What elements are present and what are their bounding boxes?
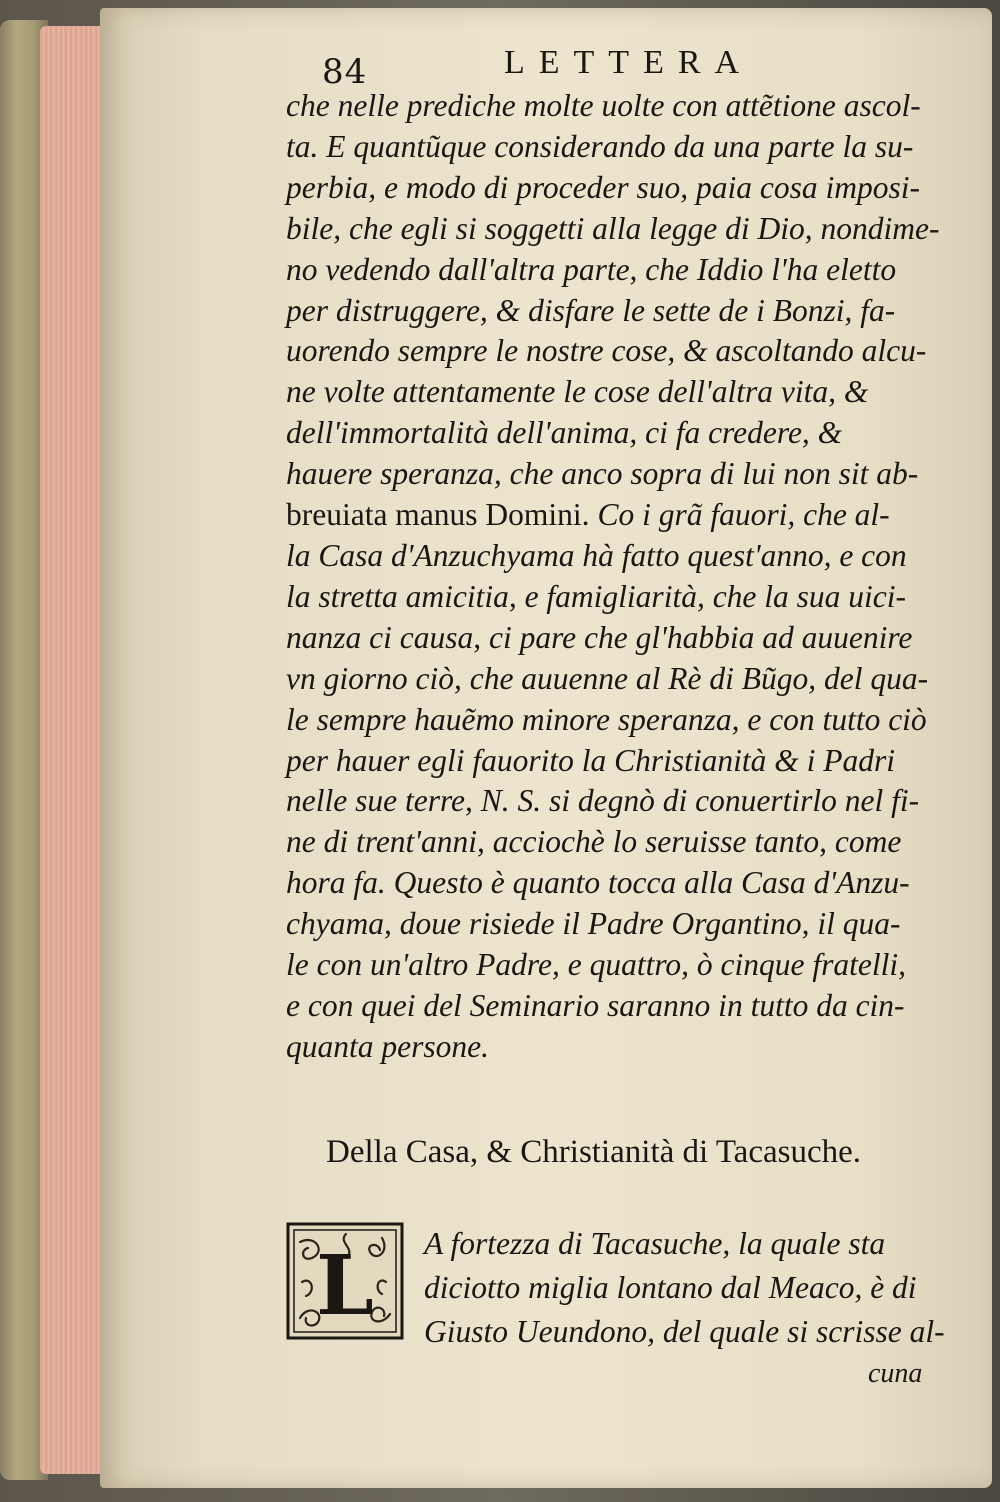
text-line: bile, che egli si soggetti alla legge di Dio, nondime-: [286, 210, 940, 246]
text-line: nanza ci causa, ci pare che gl'habbia ad auuenire: [286, 619, 913, 655]
text-line: e con quei del Seminario saranno in tutto da cin-: [286, 987, 905, 1023]
text-line: nelle sue terre, N. S. si degnò di conuertirlo nel fi-: [286, 783, 920, 819]
page-number: 84: [322, 52, 368, 92]
paragraph-2: [424, 1222, 984, 1354]
text-line: le sempre hauẽmo minore speranza, e con tutto ciò: [286, 701, 927, 737]
text-line: per hauer egli fauorito la Christianità & i Padri: [286, 742, 896, 778]
text-line: ta. E quantũque considerando da una parte la su-: [286, 128, 914, 164]
text-line: la stretta amicitia, e famigliarità, che la sua uici-: [286, 578, 907, 614]
paragraph-1: [286, 86, 986, 1068]
section-heading: Della Casa, & Christianità di Tacasuche.: [326, 1134, 862, 1170]
running-title: LETTERA: [504, 44, 754, 81]
text-line: la Casa d'Anzuchyama hà fatto quest'anno, e con: [286, 537, 907, 573]
latin-phrase: breuiata manus Domini.: [286, 497, 590, 533]
text-line: hauere speranza, che anco sopra di lui non sit ab-: [286, 456, 919, 492]
text-line: vn giorno ciò, che auuenne al Rè di Bũgo, del qua-: [286, 660, 929, 696]
text-line: no vedendo dall'altra parte, che Iddio l'ha eletto: [286, 251, 897, 287]
initial-letter: L: [316, 1238, 374, 1334]
text-line: ne di trent'anni, acciochè lo seruisse tanto, come: [286, 824, 902, 860]
text-line: A fortezza di Tacasuche, la quale sta: [424, 1226, 886, 1261]
text-line: ne volte attentamente le cose dell'altra vita, &: [286, 374, 869, 410]
text-line: Giusto Ueundono, del quale si scrisse al-: [424, 1314, 945, 1349]
decorated-initial: [286, 1222, 404, 1340]
text-line-mixed: [286, 495, 986, 536]
text-line: dell'immortalità dell'anima, ci fa credere, &: [286, 415, 843, 451]
text-line: hora fa. Questo è quanto tocca alla Casa d'Anzu-: [286, 865, 910, 901]
text-line: diciotto miglia lontano dal Meaco, è di: [424, 1270, 917, 1305]
text-line: perbia, e modo di proceder suo, paia cosa imposi-: [286, 169, 921, 205]
text-line: uorendo sempre le nostre cose, & ascoltando alcu-: [286, 333, 927, 369]
text-line: che nelle prediche molte uolte con attẽtione ascol-: [286, 88, 921, 123]
text-line: chyama, doue risiede il Padre Organtino, il qua-: [286, 906, 901, 942]
catchword: cuna: [868, 1358, 923, 1389]
text-line: per distruggere, & disfare le sette de i Bonzi, fa-: [286, 292, 896, 328]
ornamental-initial-icon: [286, 1222, 404, 1340]
text-line: le con un'altro Padre, e quattro, ò cinque fratelli,: [286, 947, 907, 983]
text-line-rest: Co i grã fauori, che al-: [589, 497, 890, 533]
text-line: quanta persone.: [286, 1028, 489, 1064]
